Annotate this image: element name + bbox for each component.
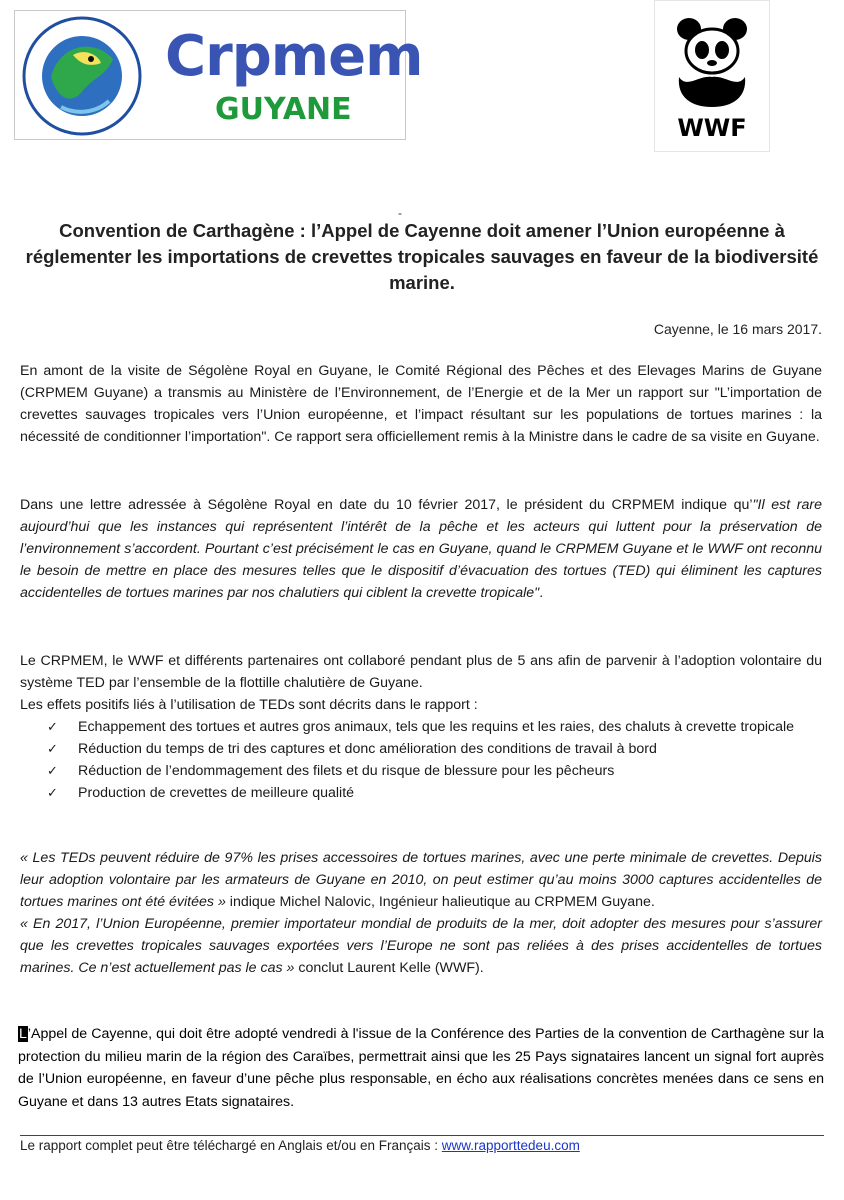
footer-divider [20,1135,824,1136]
list-item: ✓ Réduction du temps de tri des captures et donc amélioration des conditions de travail à bord [20,738,822,760]
letter-quote: "Il est rare aujourd’hui que les instances qui représentent l’intérêt de la pêche et les acteurs qui luttent pour la préservation de l’environnement s’accordent. Pourtant c’est précisément le cas en Guyane, quand le CRPMEM Guyane et le WWF ont reconnu le besoin de mettre en place des mesures telles que le dispositif d’évacuation des tortues (TED) qui éliminent les captures accidentelles de tortues marines par nos chalutiers qui ciblent la crevette tropicale" [20,497,822,601]
crpmem-region: GUYANE [215,92,352,127]
wwf-logo [654,0,770,152]
wwf-wordmark: WWF [677,114,747,142]
footer [20,1138,580,1153]
check-icon: ✓ [47,785,58,800]
list-item: ✓ Production de crevettes de meilleure qualité [20,782,822,804]
paragraph-letter [20,494,822,604]
crpmem-brand: Crpmem [165,24,423,89]
ted-benefits-list [20,716,822,804]
crpmem-logo [14,10,423,140]
quote-kelle: « En 2017, l’Union Européenne, premier importateur mondial de produits de la mer, doit adopter des mesures pour s’assurer que les crevettes tropicales sauvages exportées vers l’Europe ne sont pas reliées à des prises accidentelles de tortues marines. Ce n’est actuellement pas le cas » [20,916,822,976]
letter-lead: Dans une lettre adressée à Ségolène Royal en date du 10 février 2017, le président du CRPMEM indique qu’ [20,497,753,513]
paragraph-quotes [20,847,822,979]
ted-intro: Le CRPMEM, le WWF et différents partenaires ont collaboré pendant plus de 5 ans afin de parvenir à l’adoption volontaire du système TED par l’ensemble de la flottille chalutière de Guyane. [20,653,822,691]
dateline: Cayenne, le 16 mars 2017. [653,321,822,337]
attribution-nalovic: indique Michel Nalovic, Ingénieur halieutique au CRPMEM Guyane. [225,894,655,910]
ted-list-intro: Les effets positifs liés à l’utilisation de TEDs sont décrits dans le rapport : [20,697,478,713]
panda-icon [667,17,757,109]
paragraph-intro-text: En amont de la visite de Ségolène Royal en Guyane, le Comité Régional des Pêches et des Elevages Marins de Guyane (CRPMEM Guyane) a transmis au Ministère de l’Environnement, de l’Energie et de la Mer un rapport sur "L’importation de crevettes sauvages tropicales vers l’Union européenne, et l’impact résultant sur les populations de tortues marines : la nécessité de conditionner l’importation". Ce rapport sera officiellement remis à la Ministre dans le cadre de sa visite en Guyane. [20,363,822,445]
paragraph-ted [20,650,822,804]
paragraph-intro [20,360,822,448]
check-icon: ✓ [47,741,58,756]
crpmem-seal-icon [21,15,143,137]
report-link[interactable]: www.rapporttedeu.com [441,1138,580,1153]
page-title: Convention de Carthagène : l’Appel de Cayenne doit amener l’Union européenne à réglementer les importations de crevettes tropicales sauvages en faveur de la biodiversité marine. [25,220,819,293]
check-icon: ✓ [47,763,58,778]
list-item: ✓ Echappement des tortues et autres gros animaux, tels que les requins et les raies, des chaluts à crevette tropicale [20,716,822,738]
list-item: ✓ Réduction de l’endommagement des filets et du risque de blessure pour les pêcheurs [20,760,822,782]
quote-nalovic: « Les TEDs peuvent réduire de 97% les prises accessoires de tortues marines, avec une perte minimale de crevettes. Depuis leur adoption volontaire par les armateurs de Guyane en 2010, on peut estimer qu’au moins 3000 captures accidentelles de tortues marines ont été évitées » [20,850,822,910]
check-icon: ✓ [47,719,58,734]
footer-text: Le rapport complet peut être téléchargé en Anglais et/ou en Français : [20,1138,442,1153]
attribution-kelle: conclut Laurent Kelle (WWF). [294,960,484,976]
letter-tail: . [539,585,544,601]
appel-paragraph [18,1023,824,1113]
drop-letter: L [19,1026,27,1042]
separator-dash: - [398,206,402,220]
appel-text: ’Appel de Cayenne, qui doit être adopté vendredi à l'issue de la Conférence des Parties de la convention de Carthagène sur la protection du milieu marin de la région des Caraïbes, permettrait ainsi que les 25 Pays signataires lancent un signal fort auprès de l’Union européenne, en faveur d’une pêche plus responsable, en écho aux réalisations concrètes menées dans ce sens en Guyane et dans 13 autres Etats signataires. [18,1026,824,1110]
